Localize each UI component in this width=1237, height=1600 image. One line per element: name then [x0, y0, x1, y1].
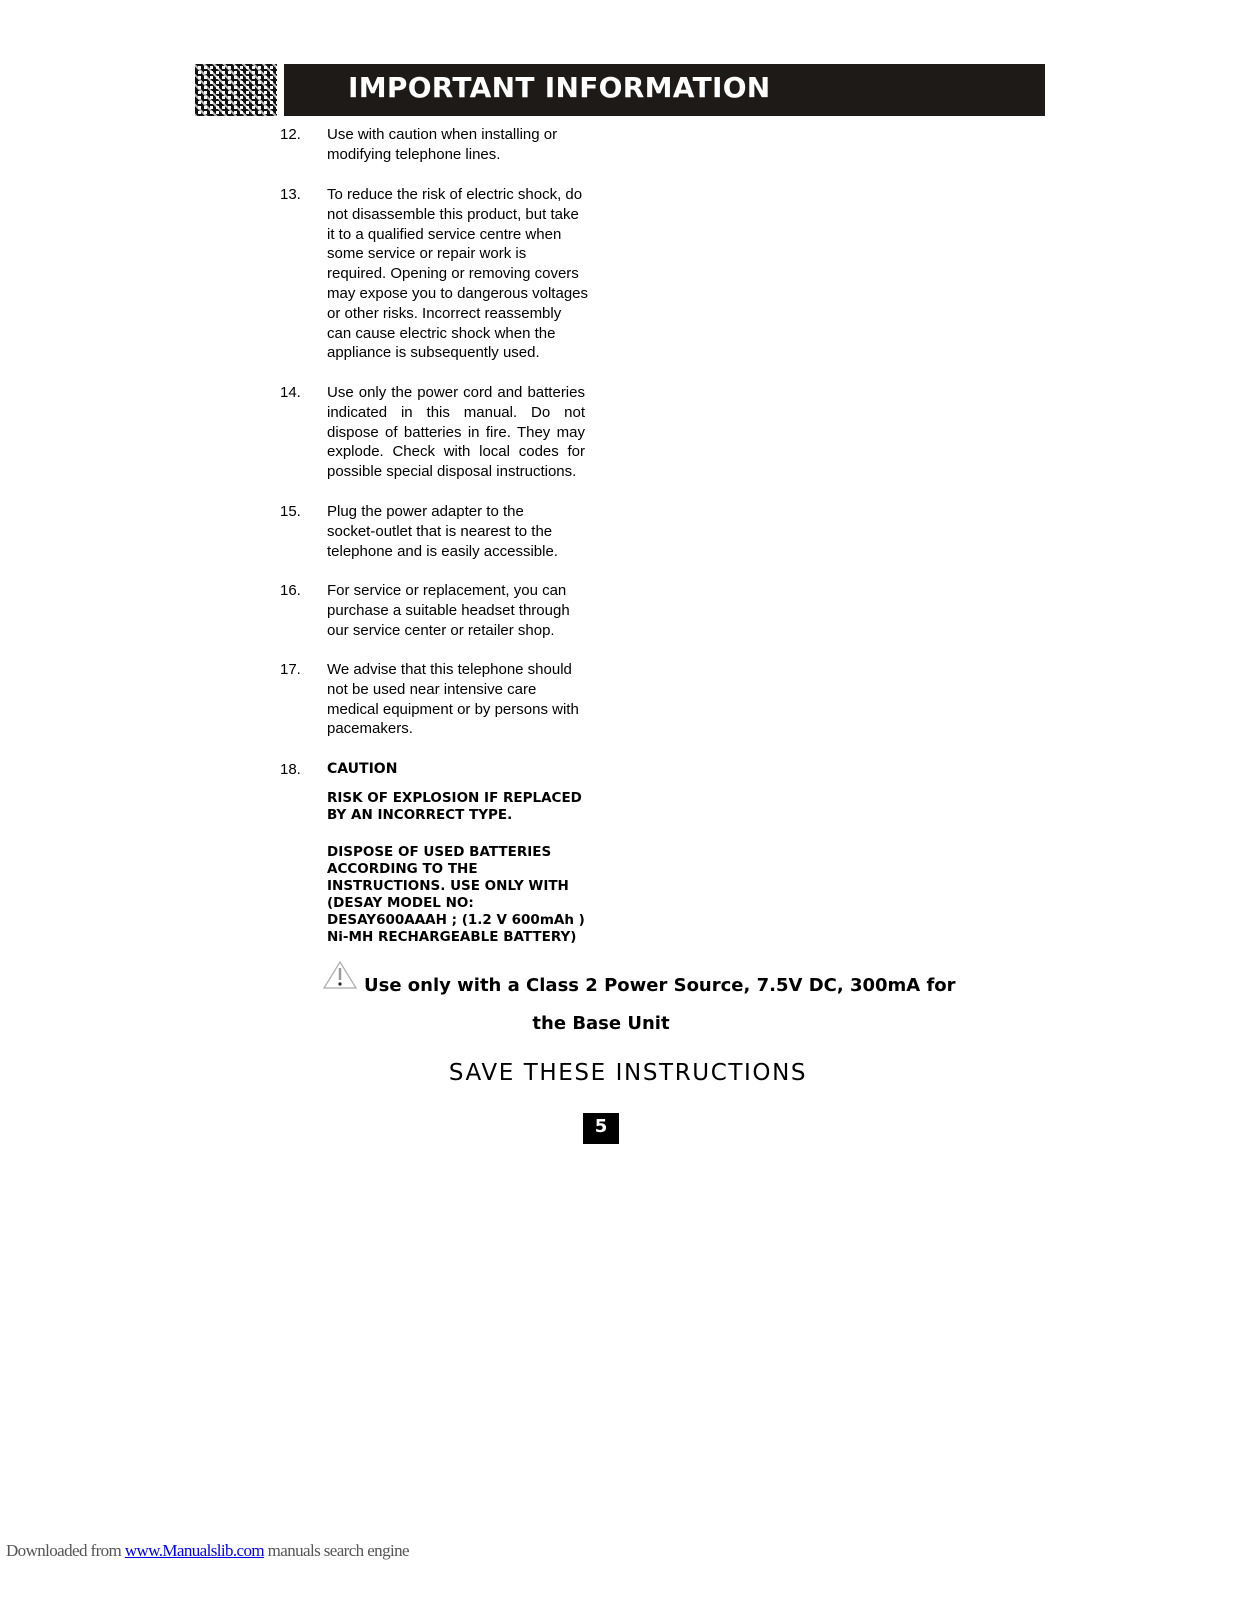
item-number: 13. [280, 186, 301, 203]
page-number: 5 [583, 1113, 619, 1144]
page-title: IMPORTANT INFORMATION [348, 71, 771, 104]
manualslib-link[interactable]: www.Manualslib.com [124, 1541, 265, 1560]
item-number: 15. [280, 503, 301, 520]
item-text: Use only the power cord and batteries indicated in this manual. Do not dispose of batteries in fire. They may explode. Check with local codes for possible special disposal instructions. [327, 384, 585, 481]
item-text: Plug the power adapter to the socket-outlet that is nearest to the telephone and is easily accessible. [327, 503, 558, 560]
item-number: 17. [280, 661, 301, 678]
item-number: 16. [280, 582, 301, 599]
item-number: 18. [280, 761, 301, 778]
power-notice-line1: Use only with a Class 2 Power Source, 7.5V DC, 300mA for [364, 975, 956, 996]
item-text: Use with caution when installing or modifying telephone lines. [327, 126, 558, 163]
warning-icon [322, 960, 358, 990]
item-number: 14. [280, 384, 301, 401]
item-text: To reduce the risk of electric shock, do not disassemble this product, but take it to a qualified service centre when some service or repair work is required. Opening or removing covers may expose you to dangerous voltages or other risks. Incorrect reassembly can cause electric shock when the appliance is subsequently used. [327, 186, 588, 362]
footer-prefix: Downloaded from [6, 1541, 125, 1560]
footer-suffix: manuals search engine [264, 1541, 409, 1560]
caution-paragraph: DISPOSE OF USED BATTERIES ACCORDING TO THE INSTRUCTIONS. USE ONLY WITH (DESAY MODEL NO: DESAY600AAAH ; (1.2 V 600mAh ) Ni-MH RECHARGEABLE BATTERY) [327, 844, 585, 945]
save-instructions: SAVE THESE INSTRUCTIONS [448, 1060, 808, 1086]
caution-paragraph: RISK OF EXPLOSION IF REPLACED BY AN INCORRECT TYPE. [327, 790, 582, 823]
item-text: For service or replacement, you can purchase a suitable headset through our service center or retailer shop. [327, 582, 570, 639]
power-notice-line2: the Base Unit [532, 1013, 670, 1034]
item-text: We advise that this telephone should not be used near intensive care medical equipment or by persons with pacemakers. [327, 661, 579, 738]
footer [6, 1541, 409, 1561]
item-number: 12. [280, 126, 301, 143]
caution-heading: CAUTION [327, 761, 398, 777]
header-bar [284, 64, 1045, 116]
decorative-pattern [195, 64, 277, 116]
